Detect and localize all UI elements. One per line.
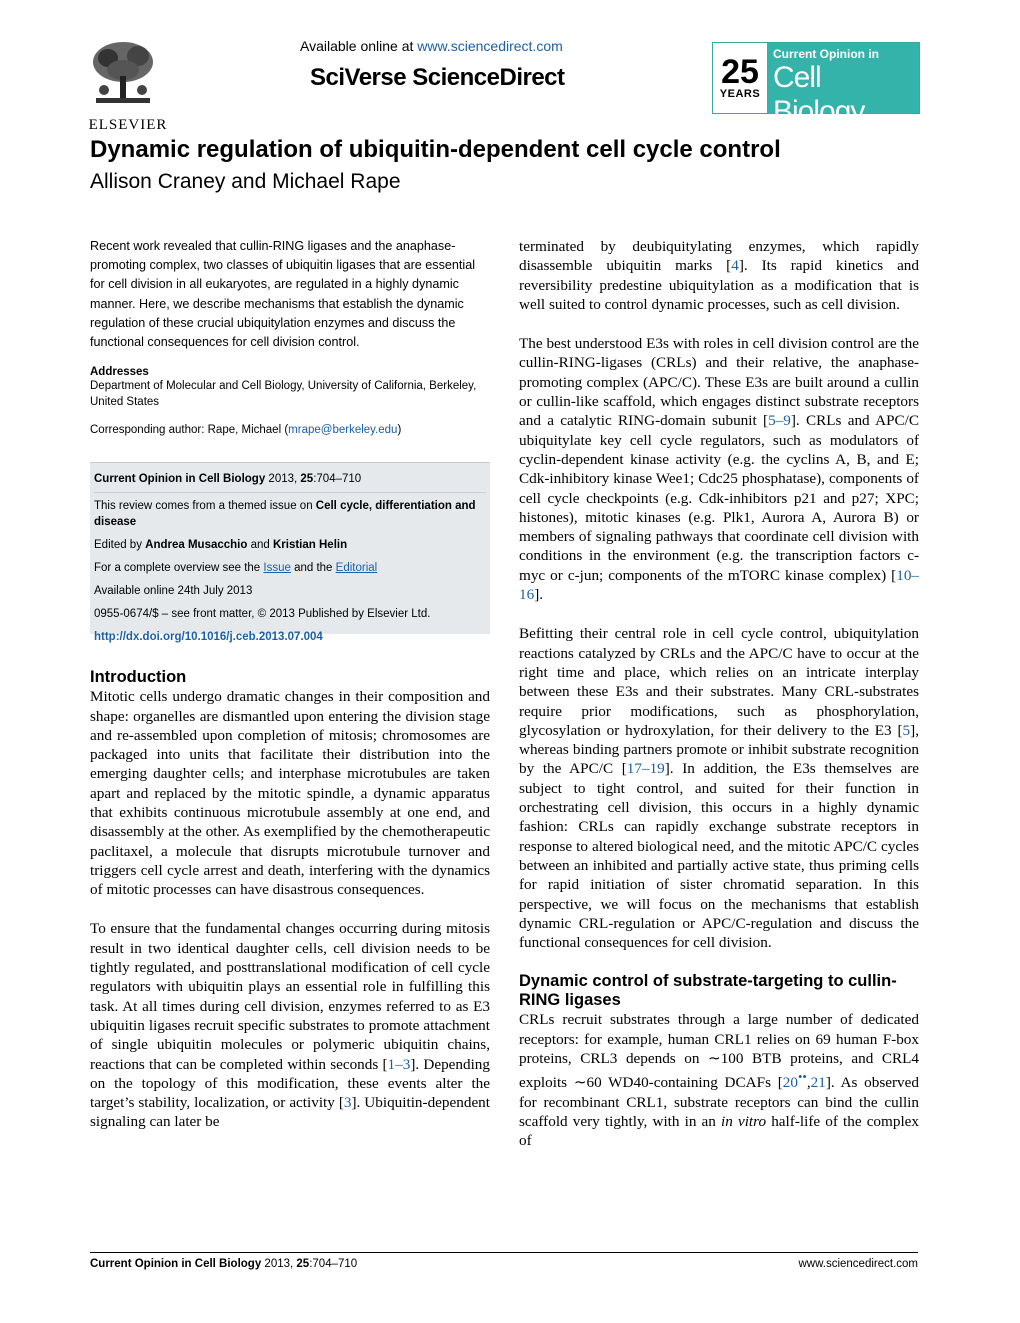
available-online: Available online at www.sciencedirect.com [300, 38, 563, 54]
body-paragraph-3: Befitting their central role in cell cycle control, ubiquitylation reactions catalyzed by CRLs and the APC/C have to occur at the right time and place, which relies on an intricate interplay between these E3s and their substrates. Many CRL-substrates require prior modifications, such as phosphorylation, glycosylation or hydroxylation, for their delivery to the E3 [5], whereas binding partners promote or inhibit substrate recognition by the APC/C [17–19]. In addition, the E3s themselves are subject to tight control, and suited for their function in orchestrating cell division, this occurs in a highly dynamic fashion: CRLs can rapidly exchange substrate receptors in response to altered biological need, and the mitotic APC/C cycles between an inhibited and partially active state, thus priming cells for rapid initiation of sister chromatid separation. In this perspective, we will focus on the mechanisms that establish dynamic CRL-regulation or APC/C-regulation and discuss the functional consequences for cell division. [519, 625, 920, 952]
intro-paragraph-1: Mitotic cells undergo dramatic changes in their composition and shape: organelles are dismantled upon entering the division stage and re-assembled upon completion of mitosis; chromosomes are packaged into units that facilitate their distribution into the emerging daughter cells; and interphase microtubules are taken apart and replaced by the mitotic spindle, a dynamic apparatus that exhibits continuous microtubule assembly at one end, and disassembly at the other. As exemplified by the chemotherapeutic paclitaxel, a molecule that disrupts microtubule turnover and triggers cell cycle arrest and death, interfering with the dynamics of mitotic processes can have disastrous consequences. [90, 688, 490, 899]
platform-name: SciVerse ScienceDirect [310, 64, 565, 91]
ref-link[interactable]: 20 [782, 1074, 798, 1092]
available-date: Available online 24th July 2013 [94, 585, 253, 598]
ref-link[interactable]: 21 [810, 1074, 826, 1092]
article-authors: Allison Craney and Michael Rape [90, 170, 401, 193]
journal-logo [712, 42, 920, 128]
body-paragraph-2: The best understood E3s with roles in cell division control are the cullin-RING-ligases (CRLs) and their relative, the anaphase-promoting complex (APC/C). These E3s are built around a cullin or cullin-like scaffold, which engages distinct substrate receptors and a catalytic RING-domain subunit [5–9]. CRLs and APC/C ubiquitylate key cell cycle regulators, such as modulators of cyclin-dependent kinase activity (e.g. the cyclins A, B, and E; Cdk-inhibitory kinase Wee1; Cdc25 phosphatase), components of cell cycle checkpoints (e.g. Cdk-inhibitors p21 and p27; XPC; histones), mitotic kinases (e.g. Plk1, Aurora A, Aurora B) or members of signaling pathways that coordinate cell division with conditions in the environment (e.g. the transcription factors c-myc or c-jun; components of the mTORC kinase complex) [10–16]. [519, 335, 919, 604]
journal-name-block: Current Opinion in Cell Biology [767, 43, 919, 113]
ref-link[interactable]: 3 [343, 1094, 352, 1112]
addresses-heading: Addresses [90, 366, 149, 379]
publisher-name: ELSEVIER [88, 117, 168, 133]
citation-line: Current Opinion in Cell Biology 2013, 25:704–710 [94, 473, 362, 486]
body-paragraph-4: CRLs recruit substrates through a large number of dedicated receptors: for example, human CRL1 relies on 69 human F-box proteins, CRL3 depends on ∼100 BTB proteins, and CRL4 exploits ∼60 WD40-containing DCAFs [20••,21]. As observed for recombinant CRL1, substrate receptors can bind the cullin scaffold very tightly, with in an in vitro half-life of the complex of [519, 1011, 919, 1150]
ref-link[interactable]: 5 [902, 721, 911, 739]
years-badge: 25 YEARS [713, 43, 767, 113]
elsevier-logo [88, 40, 168, 133]
article-title: Dynamic regulation of ubiquitin-dependent cell cycle control [90, 136, 781, 163]
issue-link[interactable]: Issue [263, 562, 291, 575]
ref-link[interactable]: 4 [731, 257, 739, 275]
addresses-text: Department of Molecular and Cell Biology, University of California, Berkeley, United States [90, 380, 477, 409]
footer-divider [90, 1252, 918, 1253]
introduction-heading: Introduction [90, 668, 187, 687]
intro-paragraph-2: To ensure that the fundamental changes occurring during mitosis result in two identical daughter cells, cell division needs to be tightly regulated, and posttranslational modification of cell cycle regulators with ubiquitin plays an essential role in fulfilling this task. At all times during cell division, enzymes referred to as E3 ubiquitin ligases recruit specific substrates to promote attachment of single ubiquitin molecules or polymeric ubiquitin chains, reactions that can be completed within seconds [1–3]. Depending on the topology of this modification, these events alter the target’s stability, localization, or activity [3]. Ubiquitin-dependent signaling can later be [90, 920, 490, 1131]
editorial-link[interactable]: Editorial [335, 562, 378, 575]
elsevier-tree-icon [88, 40, 158, 108]
ref-link[interactable]: 17–19 [626, 760, 665, 778]
ref-link[interactable]: 5–9 [768, 412, 791, 430]
ref-link[interactable]: 10–16 [519, 566, 919, 604]
footer-website[interactable]: www.sciencedirect.com [798, 1258, 918, 1270]
footer-citation: Current Opinion in Cell Biology 2013, 25:704–710 [90, 1258, 358, 1270]
sciencedirect-link[interactable]: www.sciencedirect.com [417, 38, 563, 54]
body-paragraph-1: terminated by deubiquitylating enzymes, which rapidly disassemble ubiquitin marks [4]. Its rapid kinetics and reversibility predestine ubiquitylation as a modification that is well suited to control dynamic processes, such as cell division. [519, 238, 919, 313]
copyright-line: 0955-0674/$ – see front matter, © 2013 Published by Elsevier Ltd. [94, 608, 431, 621]
right-column [519, 237, 919, 1151]
doi-link[interactable]: http://dx.doi.org/10.1016/j.ceb.2013.07.004 [94, 631, 323, 644]
recommended-marker: •• [797, 1070, 807, 1085]
author-email-link[interactable]: mrape@berkeley.edu [288, 424, 398, 437]
editors-line: Edited by Andrea Musacchio and Kristian Helin [94, 539, 348, 552]
ref-link[interactable]: 1–3 [387, 1055, 411, 1073]
corresponding-author: Corresponding author: Rape, Michael (mrape@berkeley.edu) [90, 424, 402, 437]
abstract: Recent work revealed that cullin-RING ligases and the anaphase-promoting complex, two classes of ubiquitin ligases that are essential for cell division in all eukaryotes, are regulated in a highly dynamic manner. Here, we describe mechanisms that establish the dynamic regulation of these crucial ubiquitylation enzymes and discuss the functional consequences for cell division control. [90, 239, 476, 350]
themed-issue-line: This review comes from a themed issue on Cell cycle, differentiation and disease [94, 492, 486, 530]
article-info-box [90, 462, 490, 644]
left-column [90, 237, 490, 1132]
section-heading-crl: Dynamic control of substrate-targeting to cullin-RING ligases [519, 972, 897, 1010]
overview-line: For a complete overview see the Issue and the Editorial [94, 562, 378, 575]
